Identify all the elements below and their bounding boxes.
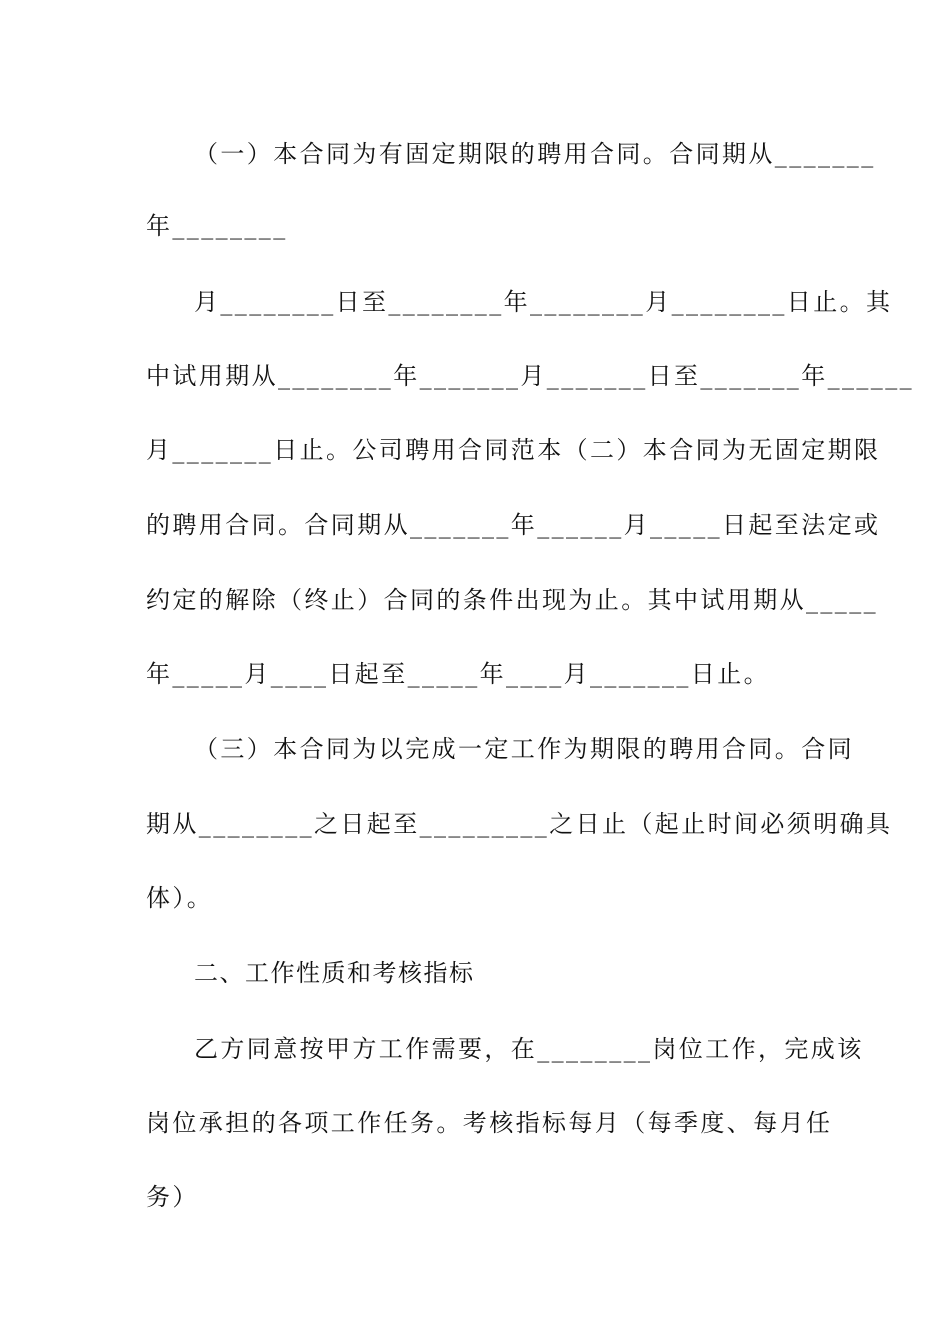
paragraph-1-line-2: 年________ — [146, 212, 288, 240]
paragraph-1-line-1: （一）本合同为有固定期限的聘用合同。合同期从_______ — [194, 140, 876, 168]
paragraph-3-line-1: （三）本合同为以完成一定工作为期限的聘用合同。合同 — [194, 735, 854, 763]
paragraph-4-line-2: 岗位承担的各项工作任务。考核指标每月（每季度、每月任 — [146, 1109, 833, 1137]
paragraph-2-line-1: 月________日至________年________月________日止。其 — [194, 288, 893, 316]
paragraph-2-line-2: 中试用期从________年_______月_______日至_______年______ — [146, 362, 914, 390]
paragraph-4-line-1: 乙方同意按甲方工作需要，在________岗位工作，完成该 — [194, 1035, 864, 1063]
paragraph-4-line-3: 务） — [146, 1183, 199, 1211]
paragraph-2-line-6: 年_____月____日起至_____年____月_______日止。 — [146, 660, 770, 688]
paragraph-3-line-3: 体）。 — [146, 884, 214, 912]
paragraph-2-line-5: 约定的解除（终止）合同的条件出现为止。其中试用期从_____ — [146, 586, 878, 614]
paragraph-2-line-3: 月_______日止。公司聘用合同范本（二）本合同为无固定期限 — [146, 436, 881, 464]
paragraph-2-line-4: 的聘用合同。合同期从_______年______月_____日起至法定或 — [146, 511, 881, 539]
paragraph-3-line-2: 期从________之日起至_________之日止（起止时间必须明确具 — [146, 810, 893, 838]
section-heading: 二、工作性质和考核指标 — [194, 959, 475, 987]
